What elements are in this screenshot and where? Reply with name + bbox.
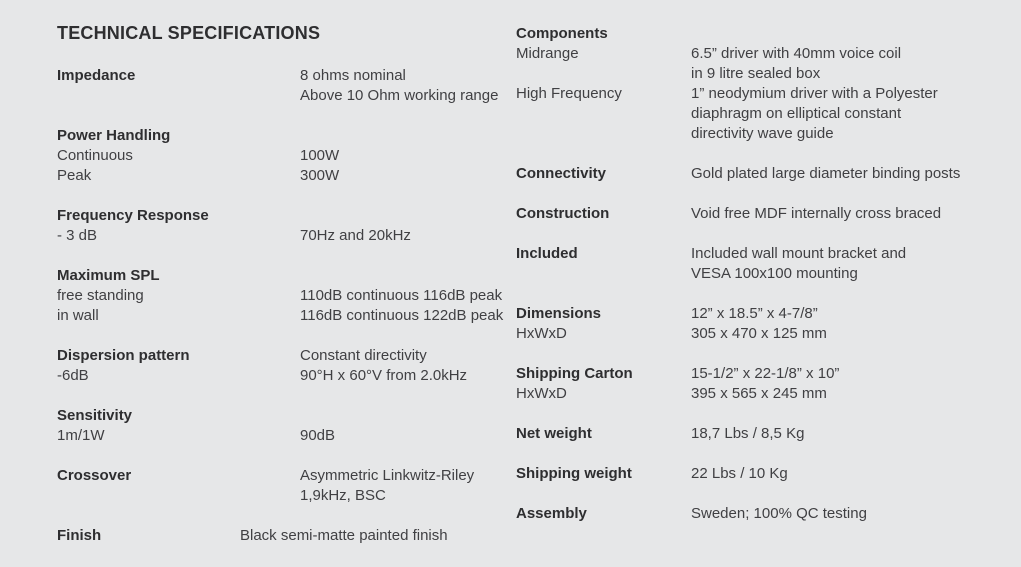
components-value: diaphragm on elliptical constant [691, 105, 902, 122]
shipping-weight-value: 22 Lbs / 10 Kg [691, 465, 788, 482]
sensitivity-heading: Sensitivity [57, 407, 133, 424]
impedance-heading: Impedance [57, 67, 136, 84]
connectivity-heading: Connectivity [516, 165, 607, 182]
impedance-value: 8 ohms nominal [300, 67, 406, 84]
dimensions-value: 12” x 18.5” x 4-7/8” [691, 305, 818, 322]
crossover-heading: Crossover [57, 467, 132, 484]
power-value: 100W [300, 147, 340, 164]
dispersion-heading: Dispersion pattern [57, 347, 190, 364]
spl-label: free standing [57, 287, 144, 304]
included-value: Included wall mount bracket and [691, 245, 907, 262]
included-heading: Included [516, 245, 578, 262]
power-label: Continuous [57, 147, 133, 164]
components-label: High Frequency [516, 85, 622, 102]
frequency-value: 70Hz and 20kHz [300, 227, 411, 244]
components-value: 6.5” driver with 40mm voice coil [691, 45, 902, 62]
page-title: TECHNICAL SPECIFICATIONS [57, 23, 321, 43]
dispersion-value: 90°H x 60°V from 2.0kHz [300, 367, 468, 384]
components-value: in 9 litre sealed box [691, 65, 821, 82]
power-heading: Power Handling [57, 127, 171, 144]
shipping-carton-value: 15-1/2” x 22-1/8” x 10” [691, 365, 840, 382]
connectivity-value: Gold plated large diameter binding posts [691, 165, 961, 182]
crossover-value: Asymmetric Linkwitz-Riley [300, 467, 475, 484]
sensitivity-value: 90dB [300, 427, 336, 444]
components-value: directivity wave guide [691, 125, 834, 142]
included-value: VESA 100x100 mounting [691, 265, 858, 282]
construction-value: Void free MDF internally cross braced [691, 205, 942, 222]
dimensions-value: 305 x 470 x 125 mm [691, 325, 827, 342]
power-label: Peak [57, 167, 92, 184]
impedance-value: Above 10 Ohm working range [300, 87, 499, 104]
crossover-value: 1,9kHz, BSC [300, 487, 386, 504]
shipping-carton-value: 395 x 565 x 245 mm [691, 385, 827, 402]
spl-value: 110dB continuous 116dB peak [300, 287, 503, 304]
spl-label: in wall [57, 307, 99, 324]
spl-heading: Maximum SPL [57, 267, 160, 284]
dispersion-value: Constant directivity [300, 347, 427, 364]
shipping-weight-heading: Shipping weight [516, 465, 632, 482]
net-weight-heading: Net weight [516, 425, 592, 442]
assembly-value: Sweden; 100% QC testing [691, 505, 867, 522]
construction-heading: Construction [516, 205, 610, 222]
frequency-label: - 3 dB [57, 227, 98, 244]
assembly-heading: Assembly [516, 505, 587, 522]
dispersion-label: -6dB [57, 367, 89, 384]
finish-heading: Finish [57, 527, 102, 544]
finish-value: Black semi-matte painted finish [240, 527, 448, 544]
shipping-carton-heading: Shipping Carton [516, 365, 633, 382]
sensitivity-label: 1m/1W [57, 427, 105, 444]
components-value: 1” neodymium driver with a Polyester [691, 85, 938, 102]
power-value: 300W [300, 167, 340, 184]
components-label: Midrange [516, 45, 579, 62]
components-heading: Components [516, 25, 608, 42]
frequency-heading: Frequency Response [57, 207, 209, 224]
dimensions-label: HxWxD [516, 325, 567, 342]
shipping-carton-label: HxWxD [516, 385, 567, 402]
dimensions-heading: Dimensions [516, 305, 602, 322]
net-weight-value: 18,7 Lbs / 8,5 Kg [691, 425, 805, 442]
spl-value: 116dB continuous 122dB peak [300, 307, 504, 324]
